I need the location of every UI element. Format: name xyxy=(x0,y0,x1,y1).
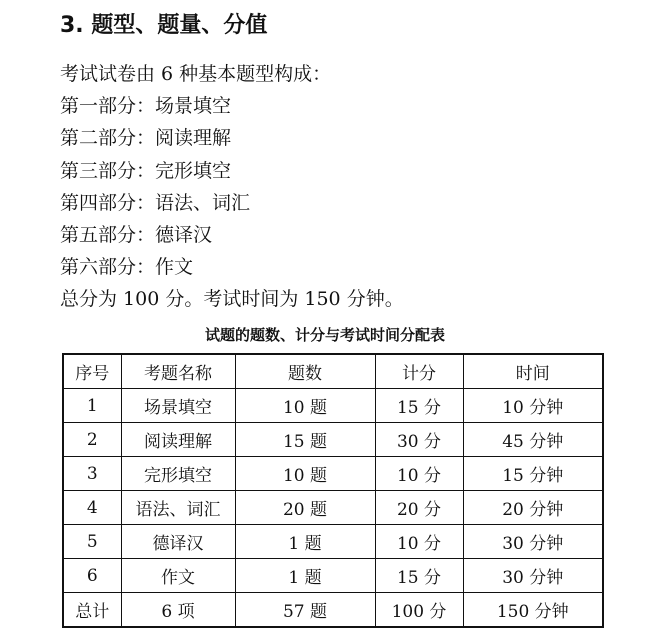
table-caption: 试题的题数、计分与考试时间分配表 xyxy=(204,326,445,344)
cell-time: 30 分钟 xyxy=(463,559,603,593)
cell-time: 15 分钟 xyxy=(463,457,603,491)
table-row xyxy=(63,491,603,525)
table-row xyxy=(63,457,603,491)
header-name: 考题名称 xyxy=(121,354,235,389)
part-line-2: 第二部分：阅读理解 xyxy=(60,127,232,150)
cell-count: 57 题 xyxy=(235,593,375,628)
header-count: 题数 xyxy=(235,354,375,389)
cell-name: 作文 xyxy=(121,559,235,593)
table-header-row xyxy=(63,354,603,389)
header-score: 计分 xyxy=(375,354,463,389)
cell-score: 20 分 xyxy=(375,491,463,525)
table-row xyxy=(63,525,603,559)
cell-name: 语法、词汇 xyxy=(121,491,235,525)
cell-count: 20 题 xyxy=(235,491,375,525)
table-row xyxy=(63,559,603,593)
cell-count: 15 题 xyxy=(235,423,375,457)
intro-line: 考试试卷由 6 种基本题型构成： xyxy=(60,63,332,85)
cell-count: 10 题 xyxy=(235,389,375,423)
cell-score: 100 分 xyxy=(375,593,463,628)
total-line: 总分为 100 分。考试时间为 150 分钟。 xyxy=(60,288,404,311)
cell-time: 20 分钟 xyxy=(463,491,603,525)
cell-name: 6 项 xyxy=(121,593,235,628)
exam-allocation-table xyxy=(62,353,604,628)
cell-count: 10 题 xyxy=(235,457,375,491)
table-row xyxy=(63,423,603,457)
header-time: 时间 xyxy=(463,354,603,389)
cell-score: 10 分 xyxy=(375,457,463,491)
cell-score: 10 分 xyxy=(375,525,463,559)
cell-name: 完形填空 xyxy=(121,457,235,491)
cell-score: 15 分 xyxy=(375,559,463,593)
table-total-row xyxy=(63,593,603,628)
part-line-5: 第五部分：德译汉 xyxy=(60,223,213,246)
table-row xyxy=(63,389,603,423)
intro-text xyxy=(60,58,404,316)
section-heading: 3. 题型、题量、分值 xyxy=(60,13,268,38)
cell-score: 30 分 xyxy=(375,423,463,457)
cell-score: 15 分 xyxy=(375,389,463,423)
cell-name: 场景填空 xyxy=(121,389,235,423)
cell-name: 阅读理解 xyxy=(121,423,235,457)
part-line-4: 第四部分：语法、词汇 xyxy=(60,191,251,214)
part-line-3: 第三部分：完形填空 xyxy=(60,159,232,182)
part-line-1: 第一部分：场景填空 xyxy=(60,95,232,118)
cell-index: 4 xyxy=(63,491,121,525)
cell-index: 2 xyxy=(63,423,121,457)
header-index: 序号 xyxy=(63,354,121,389)
cell-index: 1 xyxy=(63,389,121,423)
cell-index: 总计 xyxy=(63,593,121,628)
cell-time: 150 分钟 xyxy=(463,593,603,628)
cell-index: 5 xyxy=(63,525,121,559)
cell-index: 3 xyxy=(63,457,121,491)
cell-index: 6 xyxy=(63,559,121,593)
cell-time: 10 分钟 xyxy=(463,389,603,423)
part-line-6: 第六部分：作文 xyxy=(60,256,194,279)
cell-time: 30 分钟 xyxy=(463,525,603,559)
cell-count: 1 题 xyxy=(235,525,375,559)
cell-count: 1 题 xyxy=(235,559,375,593)
cell-time: 45 分钟 xyxy=(463,423,603,457)
cell-name: 德译汉 xyxy=(121,525,235,559)
